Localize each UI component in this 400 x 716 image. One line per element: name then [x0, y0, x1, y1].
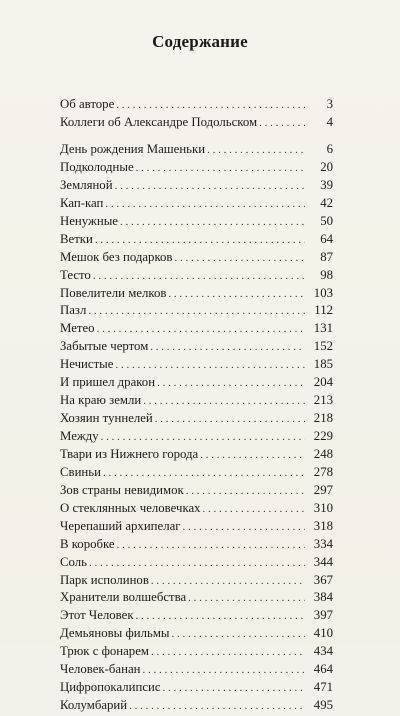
toc-entry [60, 159, 333, 177]
dot-leader [115, 178, 305, 196]
toc-entry-title: Свиньи [60, 464, 101, 479]
toc-entry-page: 218 [313, 411, 333, 426]
toc-entry-title: Нечистые [60, 357, 114, 372]
dot-leader [117, 537, 305, 555]
toc-entry-page: 334 [313, 536, 333, 551]
dot-leader [168, 286, 305, 304]
toc-entry-title: Черепаший архипелаг [60, 518, 181, 533]
toc-entry [60, 392, 333, 410]
dot-leader [101, 429, 305, 447]
toc-entry-title: Ненужные [60, 213, 118, 228]
toc-entry-page: 367 [313, 572, 333, 587]
toc-entry [60, 679, 333, 697]
toc-entry-title: Человек-банан [60, 662, 141, 677]
toc-entry-title: Тесто [60, 267, 91, 282]
toc-entry-title: Повелители мелков [60, 285, 167, 300]
toc-entry-title: На краю земли [60, 393, 142, 408]
toc-entry-title: Между [60, 429, 99, 443]
toc-entry [60, 607, 333, 625]
toc-entry-page: 248 [313, 446, 333, 461]
dot-leader [105, 196, 305, 214]
toc-entry-page: 152 [313, 339, 333, 354]
toc-entry [60, 428, 333, 446]
toc-entry-title: Подколодные [60, 159, 134, 174]
toc-entry-title: Колумбарий [60, 698, 128, 713]
toc-entry [60, 249, 333, 267]
toc-entry [60, 500, 333, 518]
toc-entry-page: 185 [313, 357, 333, 372]
dot-leader [151, 644, 305, 662]
dot-leader [142, 662, 305, 680]
toc-entry-page: 229 [313, 429, 333, 443]
dot-leader [89, 555, 305, 573]
toc-entry [60, 661, 333, 679]
toc-entry [60, 195, 333, 213]
toc-entry-page: 6 [326, 142, 333, 156]
dot-leader [207, 142, 305, 160]
toc-entry-title: Цифропокалипсис [60, 680, 161, 695]
toc-entry-page: 310 [313, 500, 333, 515]
toc-entry-title: Твари из Нижнего города [60, 446, 199, 461]
toc-entry-title: Коллеги об Александре Подольском [60, 114, 258, 129]
dot-leader [155, 411, 305, 429]
dot-leader [150, 339, 305, 357]
toc-entry-page: 434 [313, 644, 333, 659]
toc-entry-page: 397 [313, 608, 333, 623]
toc-entry-title: Парк исполинов [60, 572, 149, 587]
toc-entry-title: День рождения Машеньки [60, 142, 206, 156]
toc-entry-page: 39 [320, 177, 333, 192]
toc-entry-title: Забытые чертом [60, 339, 149, 354]
toc-entry-page: 410 [313, 626, 333, 641]
dot-leader [186, 483, 305, 501]
toc-entry-page: 3 [326, 97, 333, 111]
toc-entry [60, 96, 333, 114]
dot-leader [188, 590, 305, 608]
toc-entry-page: 344 [313, 554, 333, 569]
toc-entry [60, 536, 333, 554]
toc-entry-title: Кап-кап [60, 195, 104, 210]
toc-entry [60, 482, 333, 500]
toc-entry-page: 98 [320, 267, 333, 282]
toc-entry-title: Хранители волшебства [60, 590, 187, 605]
toc-entry-title: Трюк с фонарем [60, 644, 149, 659]
dot-leader [143, 393, 305, 411]
dot-leader [97, 321, 305, 339]
toc-intro-list [60, 96, 333, 132]
dot-leader [200, 447, 305, 465]
toc-entry-title: И пришел дракон [60, 375, 156, 390]
dot-leader [95, 232, 305, 250]
toc-entry-page: 4 [326, 114, 333, 129]
dot-leader [116, 97, 305, 115]
toc-entry [60, 446, 333, 464]
toc-entry [60, 625, 333, 643]
toc-entry-title: Демьяновы фильмы [60, 626, 170, 641]
dot-leader [136, 160, 305, 178]
toc-entry-title: Этот Человек [60, 608, 134, 623]
toc-entry [60, 518, 333, 536]
toc-entry [60, 589, 333, 607]
toc-entry [60, 356, 333, 374]
toc-entry [60, 285, 333, 303]
toc-entry-page: 464 [313, 662, 333, 677]
toc-entry [60, 141, 333, 159]
toc-entry [60, 572, 333, 590]
toc-stories-list [60, 141, 333, 715]
dot-leader [129, 698, 305, 716]
toc-entry-page: 297 [313, 482, 333, 497]
dot-leader [115, 357, 305, 375]
toc-entry-title: В коробке [60, 536, 115, 551]
dot-leader [172, 626, 305, 644]
toc-entry-page: 50 [320, 213, 333, 228]
toc-entry-title: Соль [60, 554, 87, 569]
toc-entry [60, 464, 333, 482]
dot-leader [157, 375, 305, 393]
toc-entry-page: 20 [320, 159, 333, 174]
toc-entry [60, 231, 333, 249]
dot-leader [259, 115, 305, 133]
toc-entry [60, 374, 333, 392]
toc-entry-page: 87 [320, 249, 333, 264]
toc-entry-title: Об авторе [60, 97, 115, 111]
toc-entry-page: 471 [313, 680, 333, 695]
toc-entry-page: 495 [313, 698, 333, 713]
toc-entry [60, 177, 333, 195]
toc-entry-title: О стеклянных человечках [60, 500, 201, 515]
toc-entry-page: 384 [313, 590, 333, 605]
dot-leader [174, 250, 305, 268]
dot-leader [136, 608, 305, 626]
toc-entry [60, 302, 333, 320]
toc-entry-page: 64 [320, 231, 333, 246]
toc-entry-title: Хозяин туннелей [60, 411, 153, 426]
toc-entry-page: 278 [313, 464, 333, 479]
dot-leader [103, 465, 305, 483]
dot-leader [88, 303, 305, 321]
toc-entry [60, 320, 333, 338]
dot-leader [163, 680, 305, 698]
toc-entry-page: 318 [313, 518, 333, 533]
toc-entry [60, 697, 333, 715]
toc-entry-page: 112 [314, 303, 333, 318]
toc-entry-title: Мешок без подарков [60, 249, 173, 264]
toc-entry [60, 410, 333, 428]
toc-entry-title: Пазл [60, 303, 87, 318]
toc-entry [60, 267, 333, 285]
toc-entry-page: 213 [313, 393, 333, 408]
dot-leader [93, 268, 305, 286]
toc-entry-title: Ветки [60, 231, 93, 246]
toc-entry [60, 213, 333, 231]
toc-entry [60, 114, 333, 132]
toc-entry-page: 42 [320, 195, 333, 210]
page-title: Содержание [152, 32, 248, 51]
dot-leader [203, 501, 305, 519]
toc-entry [60, 554, 333, 572]
toc-entry-page: 131 [313, 321, 333, 336]
toc-entry [60, 338, 333, 356]
dot-leader [151, 573, 305, 591]
toc-entry-title: Земляной [60, 177, 113, 192]
toc-entry-page: 103 [313, 285, 333, 300]
toc-entry-page: 204 [313, 375, 333, 390]
toc-entry-title: Метео [60, 321, 95, 336]
dot-leader [183, 519, 305, 537]
dot-leader [120, 214, 305, 232]
toc-entry-title: Зов страны невидимок [60, 482, 184, 497]
